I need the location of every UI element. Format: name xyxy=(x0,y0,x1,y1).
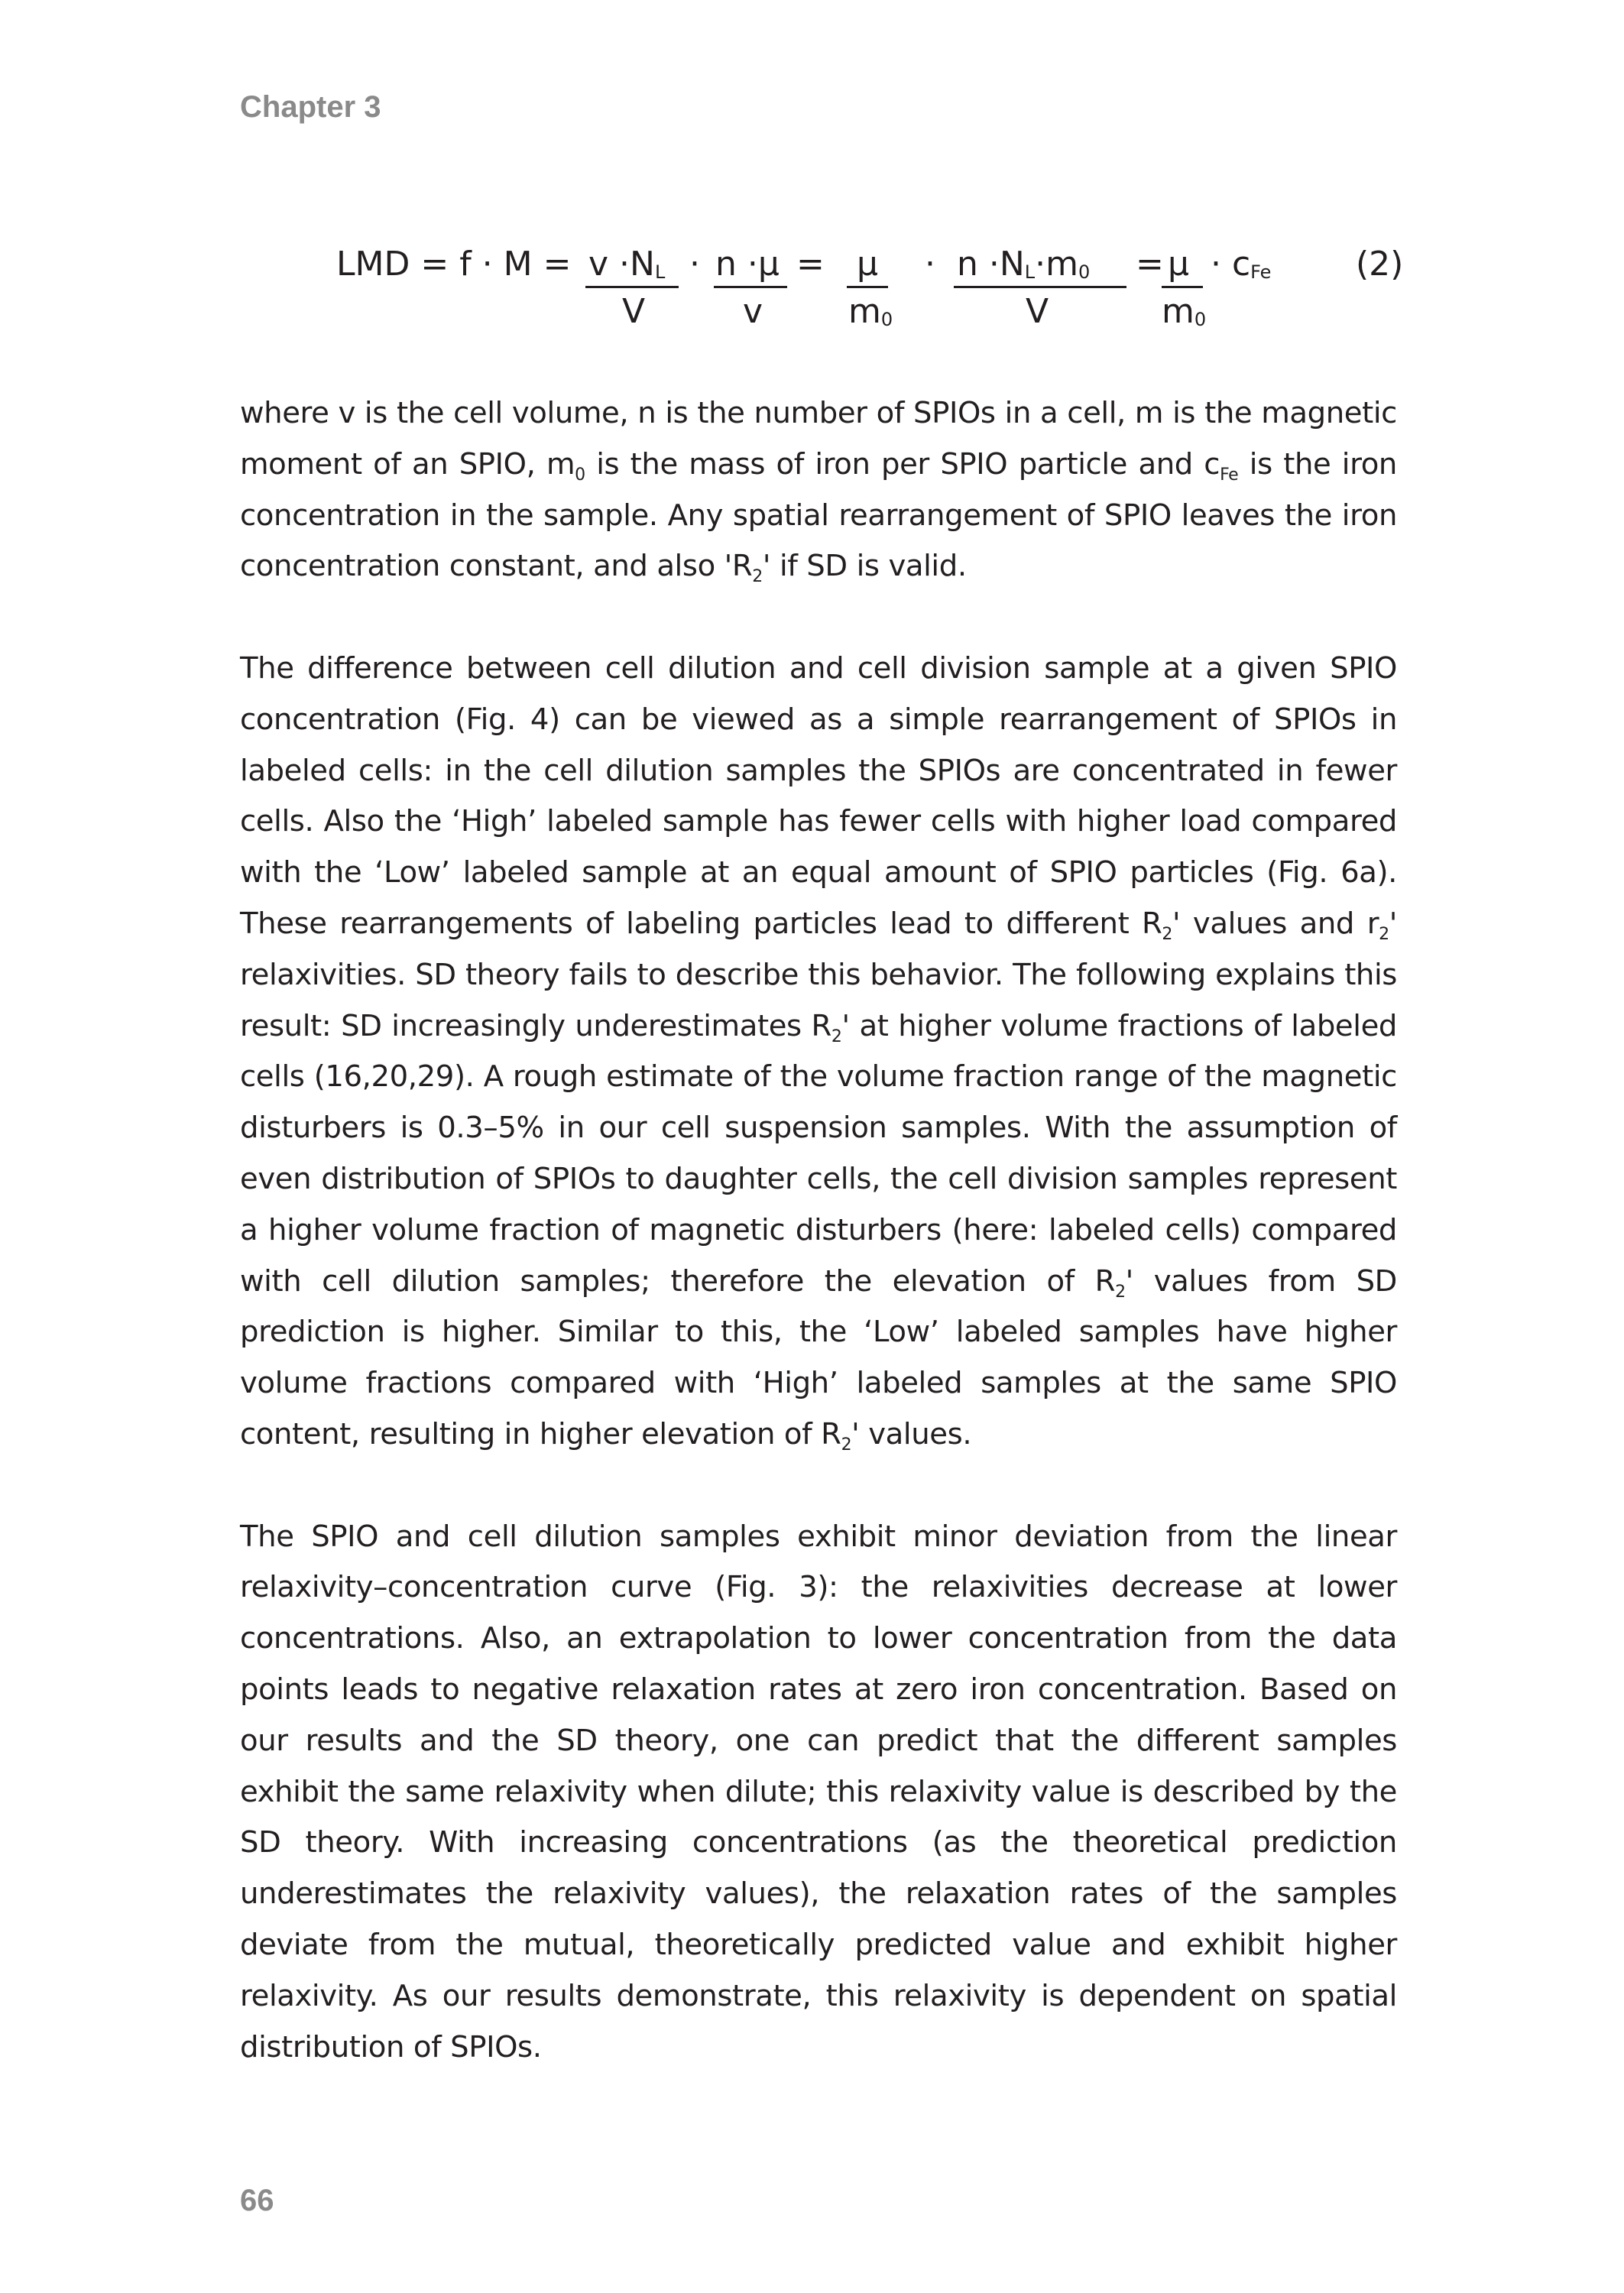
equals-sign: = xyxy=(796,245,825,284)
frac3-denominator: m0 xyxy=(848,292,893,331)
running-head-chapter: Chapter 3 xyxy=(240,90,381,124)
frac4-bar xyxy=(954,286,1126,288)
equation-tail: · cFe xyxy=(1211,245,1272,284)
dot-operator: · xyxy=(925,245,935,284)
frac1-denominator: V xyxy=(622,292,646,331)
frac4-numerator: n ·NL·m0 xyxy=(957,245,1091,284)
equation-number: (2) xyxy=(1356,245,1404,284)
paragraph-3: The SPIO and cell dilution samples exhibit minor deviation from the linear relaxivity–concentration curve (Fig. 3): the relaxivities decrease at lower concentrations. Also, an extrapolation to lower concentration from the data points leads to negative relaxation rates at zero iron concentration. Based on our results and the SD theory, one can predict that the different samples exhibit the same relaxivity when dilute; this relaxivity value is described by the SD theory. With increasing concentrations (as the theoretical prediction underestimates the relaxivity values), the relaxation rates of the samples deviate from the mutual, theoretically predicted value and exhibit higher relaxivity. As our results demonstrate, this relaxivity is dependent on spatial distribution of SPIOs. xyxy=(240,1519,1397,2064)
frac3-bar xyxy=(847,286,888,288)
frac3-numerator: µ xyxy=(857,245,878,284)
dot-operator: · xyxy=(689,245,700,284)
equation-2 xyxy=(336,237,1406,344)
frac5-bar xyxy=(1162,286,1203,288)
frac2-denominator: v xyxy=(743,292,763,331)
body-text xyxy=(240,388,1397,2124)
frac2-bar xyxy=(714,286,787,288)
frac4-denominator: V xyxy=(1026,292,1049,331)
paragraph-1: where v is the cell volume, n is the number of SPIOs in a cell, m is the magnetic moment of an SPIO, $m_0$ is the mass of iron per SPIO particle and $c_{Fe}$ is the iron concentration in the sample. Any spatial rearrangement of SPIO leaves the iron concentration constant, and also '$R_2$' if SD is valid. xyxy=(240,396,1397,587)
frac5-denominator: m0 xyxy=(1162,292,1207,331)
equals-sign: = xyxy=(1136,245,1164,284)
frac5-numerator: µ xyxy=(1168,245,1189,284)
paragraph-2: The difference between cell dilution and cell division sample at a given SPIO concentration (Fig. 4) can be viewed as a simple rearrangement of SPIOs in labeled cells: in the cell dilution samples the SPIOs are concentrated in fewer cells. Also the ‘High’ labeled sample has fewer cells with higher load compared with the ‘Low’ labeled sample at an equal amount of SPIO particles (Fig. 6a). These rearrangements of labeling particles lead to different $R_2'$ values and $r_2'$ relaxivities. SD theory fails to describe this behavior. The following explains this result: SD increasingly underestimates $R_2'$ at higher volume fractions of labeled cells (16,20,29). A rough estimate of the volume fraction range of the magnetic disturbers is 0.3–5% in our cell suspension samples. With the assumption of even distribution of SPIOs to daughter cells, the cell division samples represent a higher volume fraction of magnetic disturbers (here: labeled cells) compared with cell dilution samples; therefore the elevation of $R_2'$ values from SD prediction is higher. Similar to this, the ‘Low’ labeled samples have higher volume fractions compared with ‘High’ labeled samples at the same SPIO content, resulting in higher elevation of $R_2'$ values. xyxy=(240,650,1397,1455)
frac1-numerator: v ·NL xyxy=(588,245,666,284)
frac1-bar xyxy=(585,286,679,288)
frac2-numerator: n ·µ xyxy=(715,245,780,284)
page-number: 66 xyxy=(240,2184,274,2217)
equation-lhs: LMD = f · M = xyxy=(336,245,572,284)
